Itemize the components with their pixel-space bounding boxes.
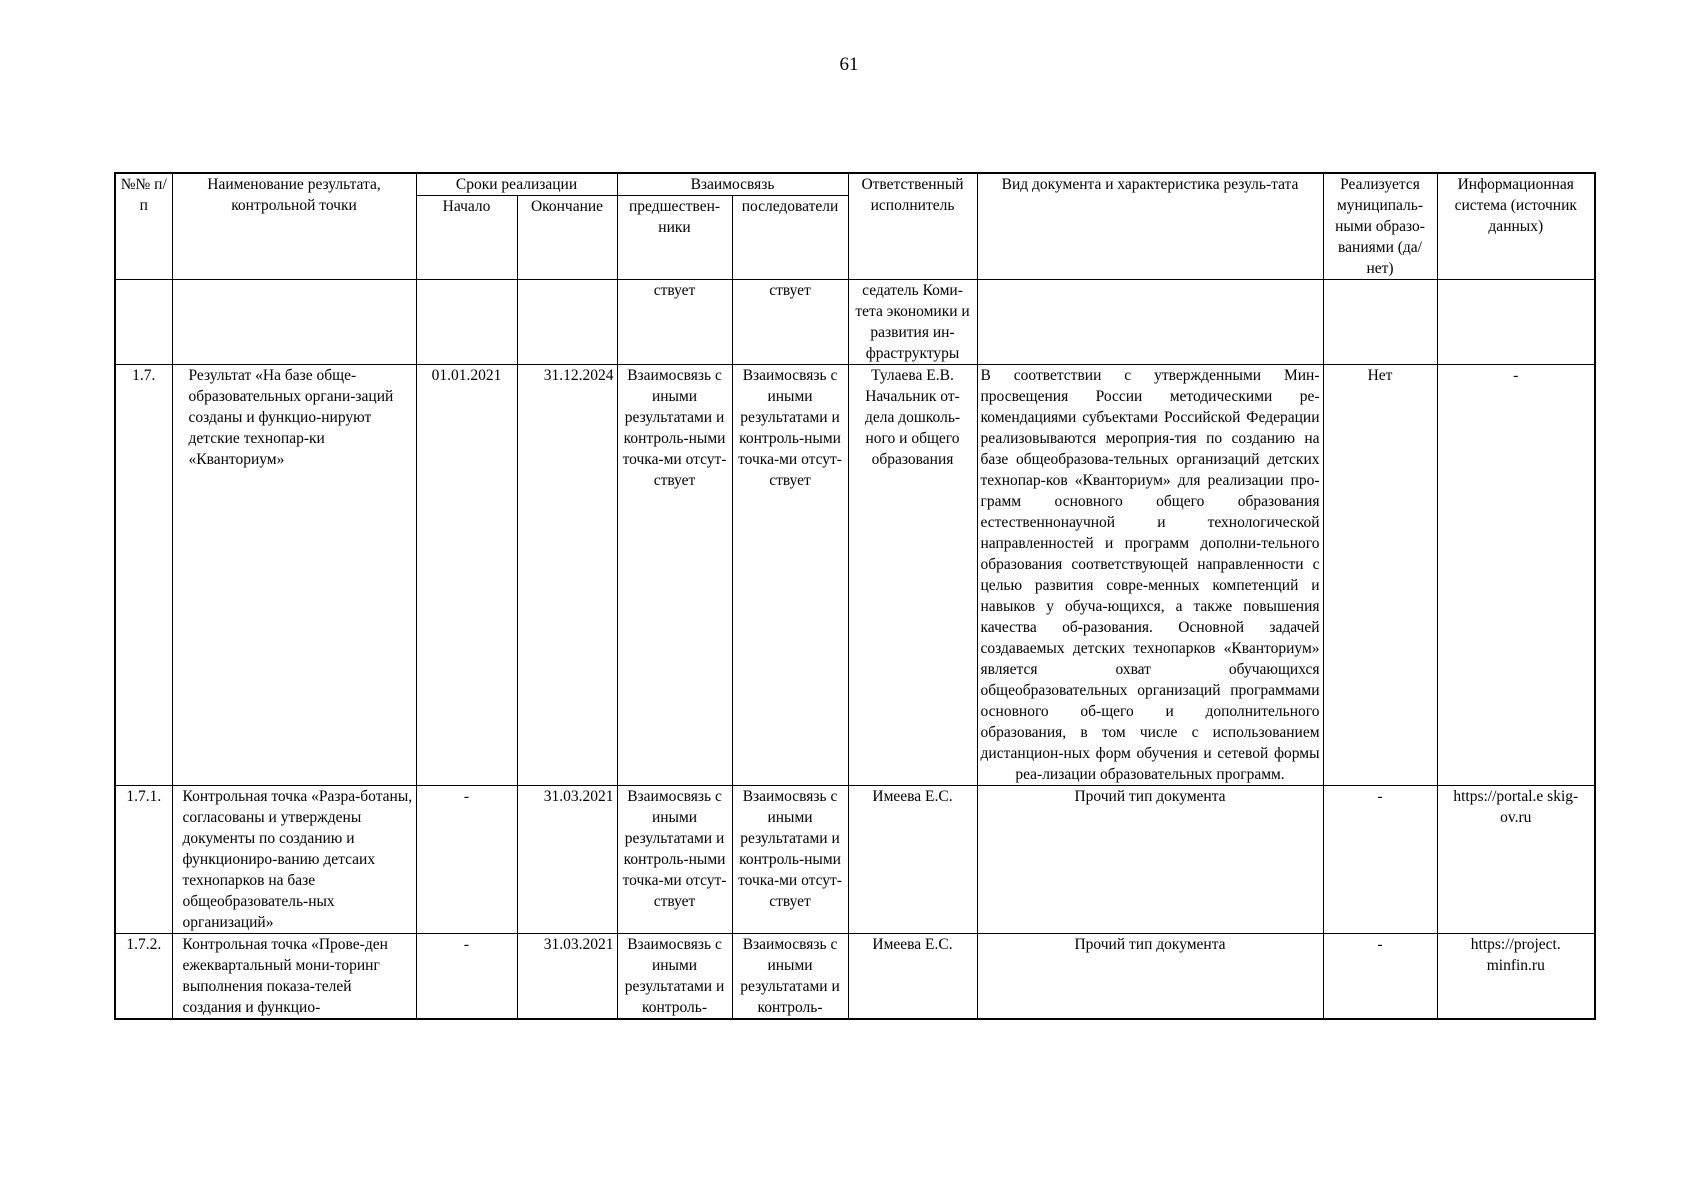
cell-end — [517, 280, 617, 365]
cell-start: - — [416, 934, 517, 1020]
header-responsible: Ответственный исполнитель — [848, 173, 977, 280]
table-row — [115, 365, 1595, 786]
cell-successors: Взаимосвязь с иными результатами и контроль- — [732, 934, 848, 1020]
cell-responsible: Тулаева Е.В. Начальник от-дела дошколь-ного и общего образования — [848, 365, 977, 786]
cell-predecessors: ствует — [617, 280, 732, 365]
cell-start: 01.01.2021 — [416, 365, 517, 786]
header-start: Начало — [416, 196, 517, 280]
header-municipal: Реализуется муниципаль-ными образо-ваниями (да/нет) — [1323, 173, 1437, 280]
cell-name — [172, 280, 416, 365]
cell-predecessors: Взаимосвязь с иными результатами и контроль-ными точка-ми отсут-ствует — [617, 365, 732, 786]
table-row — [115, 934, 1595, 1020]
header-successors: последователи — [732, 196, 848, 280]
cell-name: Контрольная точка «Разра-ботаны, согласованы и утверждены документы по созданию и функциониро-ванию детсаих технопарков на базе общеобразователь-ных организаций» — [172, 786, 416, 934]
cell-responsible: Имеева Е.С. — [848, 786, 977, 934]
results-table — [114, 172, 1596, 1020]
cell-doc: Прочий тип документа — [977, 934, 1323, 1020]
cell-doc — [977, 280, 1323, 365]
cell-successors: ствует — [732, 280, 848, 365]
cell-doc: Прочий тип документа — [977, 786, 1323, 934]
cell-predecessors: Взаимосвязь с иными результатами и контроль-ными точка-ми отсут-ствует — [617, 786, 732, 934]
table-row — [115, 280, 1595, 365]
cell-end: 31.03.2021 — [517, 786, 617, 934]
cell-num: 1.7.2. — [115, 934, 172, 1020]
cell-successors: Взаимосвязь с иными результатами и контроль-ными точка-ми отсут-ствует — [732, 786, 848, 934]
cell-municipal: - — [1323, 786, 1437, 934]
cell-name: Результат «На базе обще-образовательных органи-заций созданы и функцио-нируют детские технопар-ки «Кванториум» — [172, 365, 416, 786]
cell-name: Контрольная точка «Прове-ден ежеквартальный мони-торинг выполнения показа-телей создания и функцио- — [172, 934, 416, 1020]
cell-info-system — [1437, 280, 1595, 365]
page-number: 61 — [839, 54, 859, 75]
header-relation: Взаимосвязь — [617, 173, 848, 196]
cell-end: 31.12.2024 — [517, 365, 617, 786]
cell-info-system: - — [1437, 365, 1595, 786]
table-row — [115, 786, 1595, 934]
header-info-system: Информационная система (источник данных) — [1437, 173, 1595, 280]
cell-successors: Взаимосвязь с иными результатами и контроль-ными точка-ми отсут-ствует — [732, 365, 848, 786]
cell-num: 1.7.1. — [115, 786, 172, 934]
header-num: №№ п/п — [115, 173, 172, 280]
header-name: Наименование результата, контрольной точки — [172, 173, 416, 280]
cell-start — [416, 280, 517, 365]
cell-responsible: Имеева Е.С. — [848, 934, 977, 1020]
cell-predecessors: Взаимосвязь с иными результатами и контроль- — [617, 934, 732, 1020]
cell-responsible: седатель Коми-тета экономики и развития ин-фраструктуры — [848, 280, 977, 365]
cell-doc: В соответствии с утвержденными Мин-просвещения России методическими ре-комендациями субъектами Российской Федерации реализовываются мероприя-тия по созданию на базе общеобразова-тельных организаций детских технопар-ков «Кванториум» для реализации про-грамм основного общего образования естественнонаучной и технологической направленностей и программ дополни-тельного образования соответствующей направленности с целью развития совре-менных компетенций и навыков у обуча-ющихся, а также повышения качества об-разования. Основной задачей создаваемых детских технопарков «Кванториум» является охват обучающихся общеобразовательных организаций программами основного об-щего и дополнительного образования, в том числе с использованием дистанцион-ных форм обучения и сетевой формы реа-лизации образовательных программ. — [977, 365, 1323, 786]
cell-municipal: - — [1323, 934, 1437, 1020]
cell-municipal — [1323, 280, 1437, 365]
cell-num — [115, 280, 172, 365]
header-terms: Сроки реализации — [416, 173, 617, 196]
cell-municipal: Нет — [1323, 365, 1437, 786]
header-predecessors: предшествен-ники — [617, 196, 732, 280]
header-doc-type: Вид документа и характеристика резуль-тата — [977, 173, 1323, 280]
cell-num: 1.7. — [115, 365, 172, 786]
cell-info-system: https://portal.e skig-ov.ru — [1437, 786, 1595, 934]
cell-start: - — [416, 786, 517, 934]
cell-end: 31.03.2021 — [517, 934, 617, 1020]
header-end: Окончание — [517, 196, 617, 280]
header-row-1 — [115, 173, 1595, 196]
cell-info-system: https://project. minfin.ru — [1437, 934, 1595, 1020]
